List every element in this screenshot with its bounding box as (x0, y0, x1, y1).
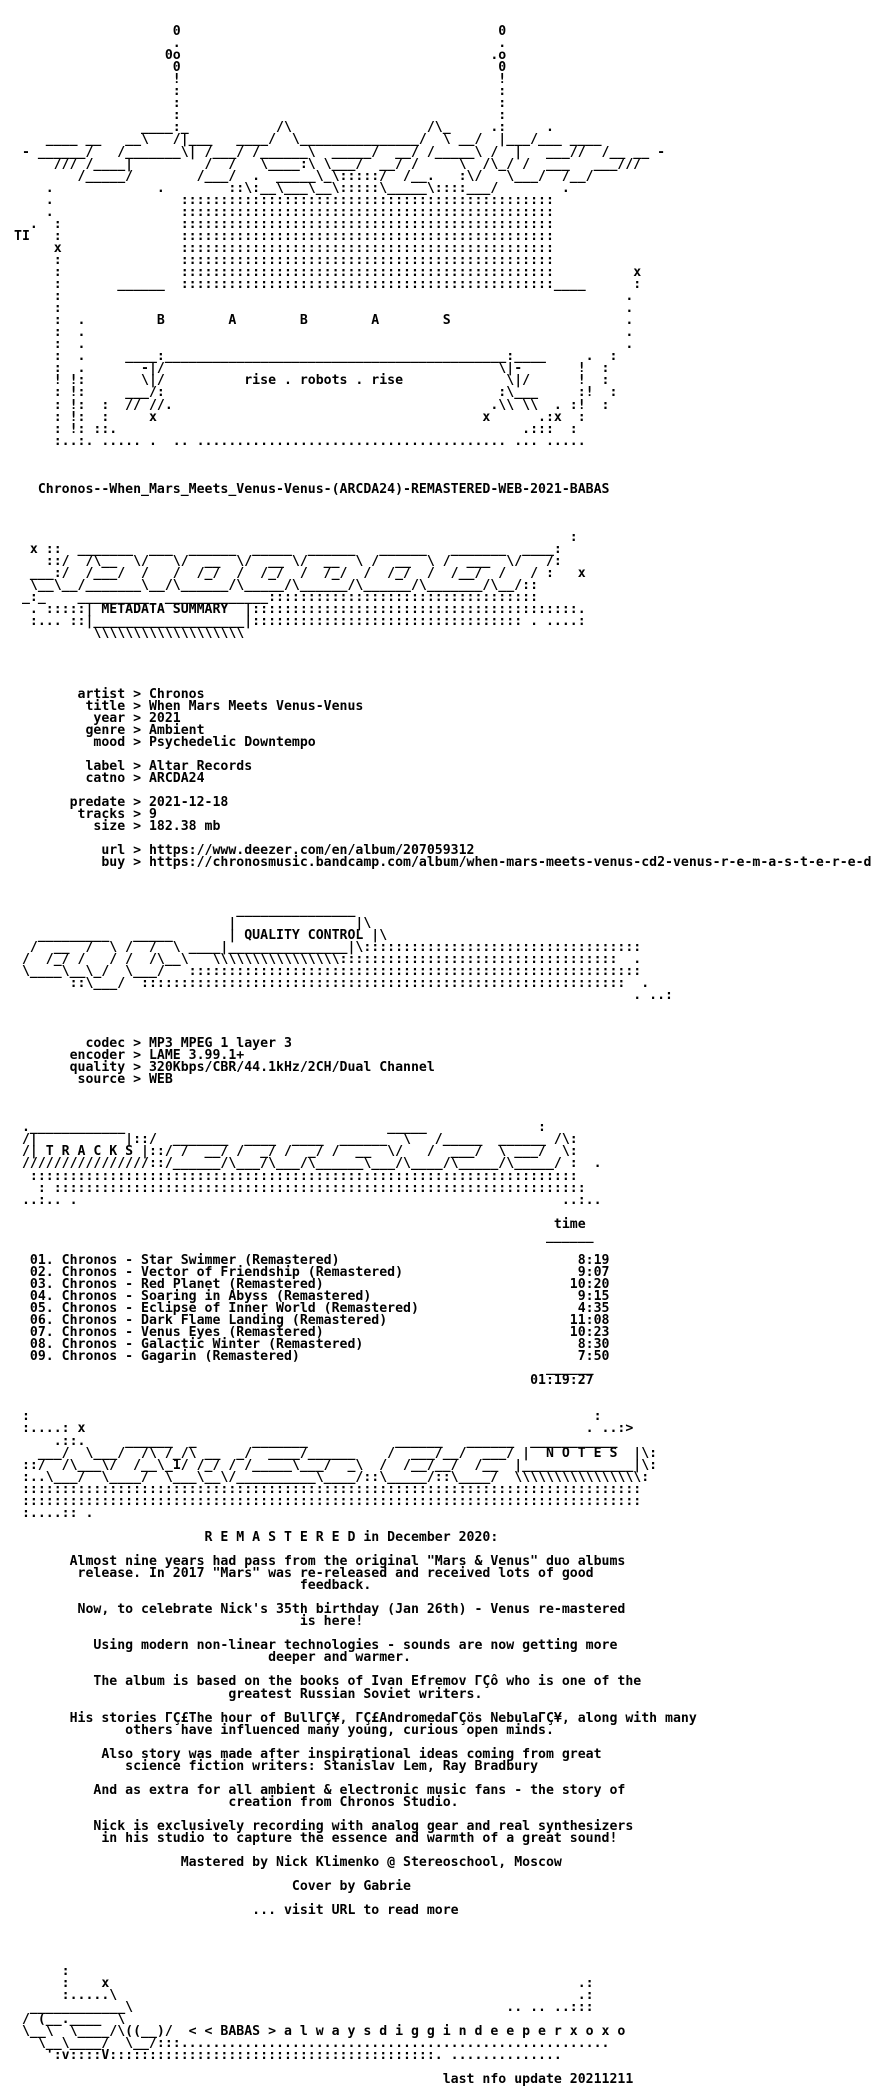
nfo-line: 01:19:27 (14, 1373, 594, 1389)
nfo-line: :.....\ .: (14, 1987, 594, 2003)
nfo-line: .____________ _____ : (14, 1120, 546, 1136)
nfo-line: \____\__\_/ \___/ ::::::::::::::::::::::::::::::::::::::::::::::::::::::::: (14, 963, 642, 979)
nfo-line: tracks > 9 (14, 807, 157, 823)
nfo-line: : !: : // //. .\\ \\ . :! : (14, 397, 610, 413)
nfo-line: - ______/ /_______\| /___/ /______\ _____/ __/ /_____\ / | ___// /__ __ - (14, 144, 666, 160)
nfo-line: encoder > LAME 3.99.1+ (14, 1048, 245, 1064)
nfo-line: x ::::::::::::::::::::::::::::::::::::::::::::::: (14, 240, 554, 256)
nfo-line: catno > ARCDA24 (14, 770, 205, 786)
nfo-line: :::::::::::::::::::::::::::::::::::::::::::::::::::::::::::::::::::::::::::::: (14, 1493, 642, 1509)
nfo-line: url > https://www.deezer.com/en/album/207059312 (14, 843, 475, 859)
nfo-line: 02. Chronos - Vector of Friendship (Remastered) 9:07 (14, 1264, 610, 1280)
nfo-line: Almost nine years had pass from the original "Mars & Venus" duo albums (14, 1554, 626, 1569)
nfo-line: ////////////////::/______/\___/\___/\______\___/\____/\_____/\_____/ : . (14, 1156, 602, 1172)
nfo-line: . . (14, 36, 507, 52)
nfo-line: / __ / \ / / \ ____|_______________|\::::::::::::::::::::::::::::::::::: (14, 939, 642, 955)
nfo-line: ! ! (14, 72, 507, 88)
nfo-line: ____:_ /\ /\_ .: . (14, 120, 554, 136)
nfo-line: _________ _____ | QUALITY CONTROL |\ (14, 927, 388, 943)
nfo-line: :..:. ..... . .. ....................................... ... ..... (14, 433, 586, 449)
nfo-line: : . -|/ \|- ! : (14, 361, 610, 377)
nfo-line: 0o .o (14, 48, 507, 64)
nfo-line: ___/ \___/ /\ /_/\ __ _/ ____/______ / ___/__/ ___/ | N O T E S |\: (14, 1445, 658, 1461)
nfo-line: ______ (14, 1228, 594, 1244)
nfo-line: Using modern non-linear technologies - sounds are now getting more (14, 1638, 618, 1654)
nfo-line: /_____/ /___/ . _____\_\:::::/ /__. :\/ \___/ /__/ (14, 168, 594, 184)
nfo-line: : : (14, 96, 507, 112)
nfo-line: ___:/ /___/ / / /_/ / /_/ / /_/ / /_/ / /__/ / / : x (14, 566, 586, 582)
nfo-line: size > 182.38 mb (14, 819, 221, 835)
nfo-line: \__\__/_______\__/\______/\_____/\______/\______/\_______/\__/:: (14, 578, 539, 594)
nfo-line: The album is based on the books of Ivan Efremov ГÇô who is one of the (14, 1674, 642, 1690)
nfo-line: ______ (14, 1361, 594, 1377)
nfo-line: . : ::::::::::::::::::::::::::::::::::::::::::::::: (14, 216, 554, 232)
nfo-line: \__\____/ \__/:::...................................................... (14, 2035, 610, 2051)
nfo-line: title > When Mars Meets Venus-Venus (14, 698, 364, 714)
nfo-line: 03. Chronos - Red Planet (Remastered) 10:20 (14, 1276, 610, 1292)
nfo-line: : !: : x x .:x : (14, 409, 586, 425)
nfo-line: :....: x . ..:> (14, 1421, 634, 1437)
nfo-line (14, 640, 884, 652)
nfo-line: science fiction writers: Stanislav Lem, Ray Bradbury (14, 1758, 539, 1774)
nfo-line: /// /____| / / \____:\ \___/ __/ / \ /\_/ / ___ ___/// (14, 156, 642, 172)
nfo-line (14, 869, 884, 881)
nfo-line (14, 2062, 884, 2074)
nfo-line: ____________\ .. .. ..::: (14, 1999, 594, 2015)
nfo-line: And as extra for all ambient & electronic music fans - the story of (14, 1782, 626, 1798)
nfo-line: last nfo update 20211211 (14, 2072, 634, 2087)
nfo-line: year > 2021 (14, 710, 181, 726)
nfo-line: x :: _______ ___ ______ _____ ______ ______ _______ ____: (14, 542, 562, 558)
nfo-line: in his studio to capture the essence and warmth of a great sound! (14, 1831, 618, 1847)
nfo-line: / (__.____ \ (14, 2011, 515, 2027)
nfo-line (14, 448, 884, 460)
nfo-line: Nick is exclusively recording with analog gear and real synthesizers (14, 1819, 634, 1835)
nfo-line: : ______ :::::::::::::::::::::::::::::::::::::::::::::::____ : (14, 277, 642, 293)
nfo-line: : : (14, 108, 507, 124)
nfo-line: ':v::::V:::::::::::::::::::::::::::::::::::::::::. .............. (14, 2047, 562, 2063)
nfo-line: is here! (14, 1614, 364, 1630)
nfo-line: Mastered by Nick Klimenko @ Stereoschool, Moscow (14, 1855, 562, 1871)
nfo-line: 06. Chronos - Dark Flame Landing (Remastered) 11:08 (14, 1313, 610, 1329)
nfo-line: 09. Chronos - Gagarin (Remastered) 7:50 (14, 1349, 610, 1365)
nfo-line: : : (14, 1409, 602, 1425)
nfo-line: ! !: \|/ rise . robots . rise \|/ ! : (14, 373, 610, 389)
nfo-line: Now, to celebrate Nick's 35th birthday (Jan 26th) - Venus re-mastered (14, 1602, 626, 1618)
nfo-line: : (14, 530, 578, 546)
nfo-line: : . . (14, 337, 634, 353)
nfo-line: : !: ::. .::: : (14, 421, 578, 437)
nfo-line: TI : ::::::::::::::::::::::::::::::::::::::::::::::: (14, 228, 554, 244)
nfo-line: _:_ _________ _____________:::::::::::::::::::::::::::::::::: (14, 590, 539, 606)
nfo-line: : (14, 1963, 70, 1979)
nfo-line: : : (14, 84, 507, 100)
nfo-line: Cover by Gabrie (14, 1879, 411, 1895)
nfo-line: : . ____:___________________________________________:____ . : (14, 349, 618, 365)
nfo-line: R E M A S T E R E D in December 2020: (14, 1529, 499, 1545)
nfo-line (14, 1098, 884, 1110)
nfo-line: mood > Psychedelic Downtempo (14, 734, 316, 750)
nfo-line: buy > https://chronosmusic.bandcamp.com/album/when-mars-meets-venus-cd2-venus-r-e-m-a-s-t-e-r-e-d (14, 855, 872, 871)
nfo-line: label > Altar Records (14, 758, 253, 774)
nfo-line: 05. Chronos - Eclipse of Inner World (Remastered) 4:35 (14, 1301, 610, 1317)
nfo-line (14, 496, 884, 508)
nfo-line: 07. Chronos - Venus Eyes (Remastered) 10:23 (14, 1325, 610, 1341)
nfo-line: ::\___/ ::::::::::::::::::::::::::::::::::::::::::::::::::::::::::::: . (14, 975, 650, 991)
nfo-line: greatest Russian Soviet writers. (14, 1686, 483, 1702)
nfo-line: His stories ГÇ£The hour of BullГÇ¥, ГÇ£AndromedaГÇös NebulaГÇ¥, along with many (14, 1710, 697, 1726)
nfo-line (14, 1917, 884, 1929)
nfo-line: 08. Chronos - Galactic Winter (Remastered) 8:30 (14, 1337, 610, 1353)
nfo-document (14, 14, 884, 2086)
nfo-line (14, 1086, 884, 1098)
nfo-line: . ::::::::::::::::::::::::::::::::::::::::::::::: (14, 204, 554, 220)
nfo-line: : x .: (14, 1975, 594, 1991)
nfo-line: 0 0 (14, 60, 507, 76)
nfo-line: source > WEB (14, 1072, 173, 1088)
nfo-line (14, 881, 884, 893)
nfo-line: time (14, 1216, 586, 1232)
nfo-line: . ::::::::::::::::::::::::::::::::::::::::::::::: (14, 192, 554, 208)
nfo-line (14, 1002, 884, 1014)
nfo-line: release. In 2017 "Mars" was re-released and received lots of good (14, 1566, 594, 1582)
nfo-line: : . . (14, 325, 634, 341)
nfo-line: :..\___/ \____/ \___\__\/__________\____/::\_____/::\____/ \\\\\\\\\\\\\\\\: (14, 1469, 650, 1485)
nfo-line: . :::::| METADATA SUMMARY |:::::::::::::::::::::::::::::::::::::::::. (14, 602, 586, 618)
nfo-line: 01. Chronos - Star Swimmer (Remastered) 8:19 (14, 1252, 610, 1268)
nfo-line (14, 1954, 884, 1966)
nfo-line: others have influenced many young, curious open minds. (14, 1722, 554, 1738)
nfo-line (14, 460, 884, 472)
nfo-line: 0 0 (14, 24, 507, 40)
nfo-line: Also story was made after inspirational ideas coming from great (14, 1746, 602, 1762)
nfo-line: . ..: (14, 987, 673, 1003)
nfo-line: \__\ \____/\((__)/ < < BABAS > a l w a y s d i g g i n d e e p e r x o x o (14, 2023, 626, 2039)
nfo-line: :... ::|___________________|:::::::::::::::::::::::::::::::::: . ....: (14, 614, 586, 630)
nfo-line: 04. Chronos - Soaring in Abyss (Remastered) 9:15 (14, 1288, 610, 1304)
nfo-line: deeper and warmer. (14, 1650, 411, 1666)
nfo-line: :::::::::::::::::::::::::::::::::::::::::::::::::::::::::::::::::::::::::::::: (14, 1481, 642, 1497)
nfo-line: codec > MP3 MPEG 1 layer 3 (14, 1035, 292, 1051)
nfo-line: Chronos--When_Mars_Meets_Venus-Venus-(ARCDA24)-REMASTERED-WEB-2021-BABAS (14, 481, 610, 497)
nfo-line: : . B A B A S . (14, 313, 634, 329)
nfo-line (14, 1929, 884, 1941)
nfo-line: : ::::::::::::::::::::::::::::::::::::::::::::::: x (14, 264, 642, 280)
nfo-line: ... visit URL to read more (14, 1903, 459, 1919)
nfo-line: feedback. (14, 1578, 372, 1594)
nfo-line: : !: ___/: :\___ :! : (14, 385, 618, 401)
nfo-line: : . (14, 301, 634, 317)
nfo-line: : ::::::::::::::::::::::::::::::::::::::::::::::::::::::::::::::::::: (14, 1180, 586, 1196)
nfo-line (14, 652, 884, 664)
nfo-line: : ::::::::::::::::::::::::::::::::::::::::::::::: (14, 252, 554, 268)
nfo-line: ::/ /\___\/ /__\_1/ /_/ / /_____\___/ _\ / /__/__/ /__ |______________|\: (14, 1457, 658, 1473)
nfo-line (14, 508, 884, 520)
nfo-line: . . ::\:__\___\__\:::::\_____\::::___/ . (14, 180, 570, 196)
nfo-line: / /_/ / / / /\__\ \\\\\\\\\\\\\\\\::::::::::::::::::::::::::::::::::: . (14, 951, 642, 967)
nfo-line (14, 1014, 884, 1026)
nfo-line: quality > 320Kbps/CBR/44.1kHz/2CH/Dual Channel (14, 1060, 435, 1076)
nfo-line: predate > 2021-12-18 (14, 795, 229, 811)
nfo-line: | |\ (14, 915, 372, 931)
nfo-line: genre > Ambient (14, 722, 205, 738)
nfo-line: ____ __ __\ /|___ ____/ \_______________/ \ __/ |___/___ ____ (14, 132, 602, 148)
nfo-line: .::. ______ _ _______ ______ ______ ___________ (14, 1433, 618, 1449)
nfo-line (14, 1942, 884, 1954)
nfo-line (14, 1387, 884, 1399)
nfo-line (14, 665, 884, 677)
nfo-line: /| T R A C K S |::/ / __/ / _/ / _/ / __ \/ / ___/ \ ___/ \: (14, 1144, 578, 1160)
nfo-line: \\\\\\\\\\\\\\\\\\\ (14, 626, 245, 642)
nfo-line: _______________ (14, 903, 356, 919)
nfo-line: /| |::/ _______ ____ ____ ______ \ /_____ ______ /\: (14, 1132, 578, 1148)
nfo-line: :....:: . (14, 1505, 94, 1521)
nfo-line: artist > Chronos (14, 686, 205, 702)
nfo-line: ..:.. . ..:.. (14, 1192, 602, 1208)
nfo-line: creation from Chronos Studio. (14, 1794, 459, 1810)
nfo-line: ::/ /\__ \/ \/ __ \/ __ \/ __ \ / __ \ / ___ \/ /: (14, 554, 562, 570)
nfo-line: ::::::::::::::::::::::::::::::::::::::::::::::::::::::::::::::::::::: (14, 1168, 578, 1184)
nfo-line: : . (14, 289, 634, 305)
